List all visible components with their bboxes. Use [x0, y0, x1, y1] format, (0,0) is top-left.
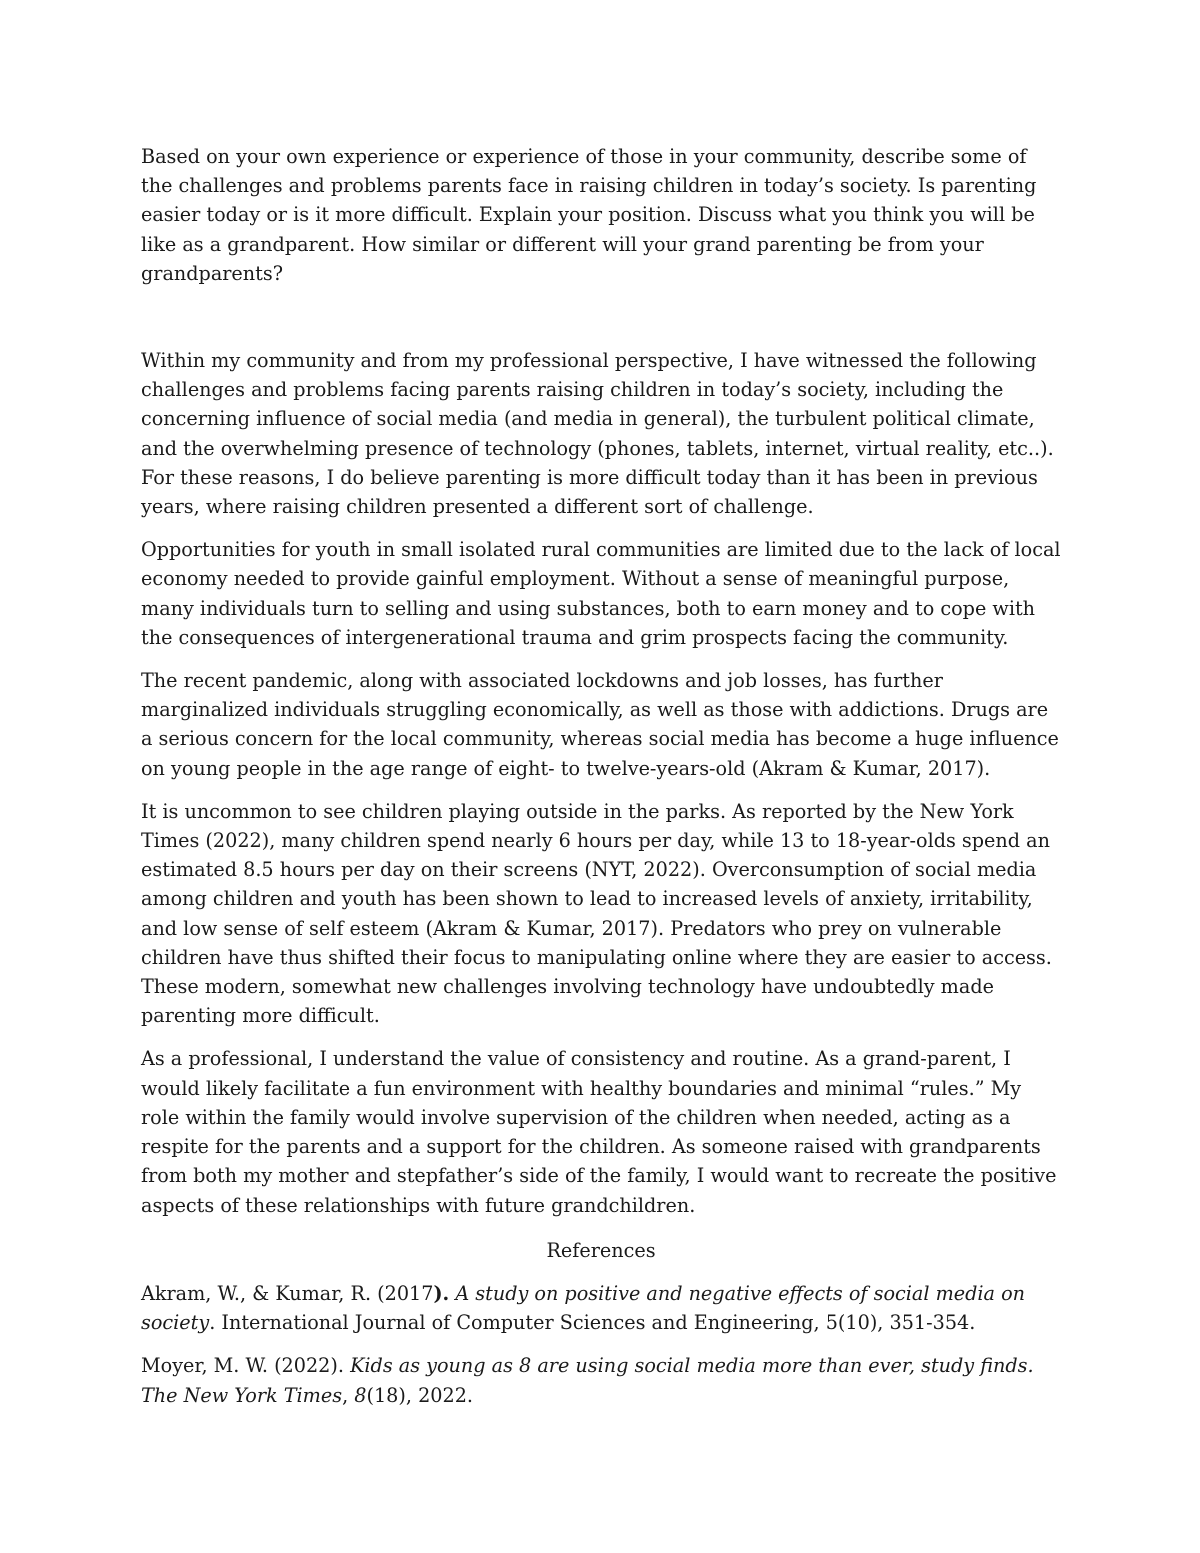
- reference-entry-1: [141, 1279, 1061, 1337]
- assignment-prompt: Based on your own experience or experience of those in your community, describe some of the challenges and problems parents face in raising children in today’s society. Is parenting easier today or is it more difficult. Explain your position. Discuss what you think you will be like as a grandparent. How similar or different will your grand parenting be from your grandparents?: [141, 145, 1037, 285]
- reference-2-volume: 8: [354, 1383, 367, 1407]
- references-heading: References: [546, 1238, 656, 1262]
- body-paragraph-4: It is uncommon to see children playing outside in the parks. As reported by the New York Times (2022), many children spend nearly 6 hours per day, while 13 to 18-year-olds spend an estimated 8.5 hours per day on their screens (NYT, 2022). Overconsumption of social media among children and youth has been shown to lead to increased levels of anxiety, irritability, and low sense of self esteem (Akram & Kumar, 2017). Predators who prey on vulnerable children have thus shifted their focus to manipulating online where they are easier to access. These modern, somewhat new challenges involving technology have undoubtedly made parenting more difficult.: [141, 799, 1052, 1028]
- document-body: [141, 142, 1061, 1424]
- reference-2-period: .: [1027, 1354, 1034, 1378]
- body-paragraph-2: Opportunities for youth in small isolated rural communities are limited due to the lack of local economy needed to provide gainful employment. Without a sense of meaningful purpose, many individuals turn to selling and using substances, both to earn money and to cope with the consequences of intergenerational trauma and grim prospects facing the community.: [141, 538, 1061, 649]
- reference-2-comma: ,: [342, 1383, 355, 1407]
- reference-1-title: A study on positive and negative effects of social media on society: [141, 1281, 1025, 1335]
- reference-1-authors: Akram, W., & Kumar, R. (2017: [141, 1281, 434, 1305]
- reference-2-authors: Moyer, M. W. (2022).: [141, 1354, 351, 1378]
- body-paragraph-3: The recent pandemic, along with associated lockdowns and job losses, has further marginalized individuals struggling economically, as well as those with addictions. Drugs are a serious concern for the local community, whereas social media has become a huge influence on young people in the age range of eight- to twelve-years-old (Akram & Kumar, 2017).: [141, 669, 1059, 780]
- body-paragraph-5: As a professional, I understand the value of consistency and routine. As a grand-parent, I would likely facilitate a fun environment with healthy boundaries and minimal “rules.” My role within the family would involve supervision of the children when needed, acting as a respite for the parents and a support for the children. As someone raised with grandparents from both my mother and stepfather’s side of the family, I would want to recreate the positive aspects of these relationships with future grandchildren.: [141, 1047, 1057, 1217]
- reference-entry-2: [141, 1351, 1061, 1409]
- reference-2-source: (18), 2022.: [366, 1383, 473, 1407]
- reference-2-title: Kids as young as 8 are using social media more than ever, study finds: [350, 1354, 1028, 1378]
- reference-2-journal: The New York Times: [141, 1383, 343, 1407]
- body-paragraph-1: Within my community and from my professional perspective, I have witnessed the following challenges and problems facing parents raising children in today’s society, including the concerning influence of social media (and media in general), the turbulent political climate, and the overwhelming presence of technology (phones, tablets, internet, virtual reality, etc..). For these reasons, I do believe parenting is more difficult today than it has been in previous years, where raising children presented a different sort of challenge.: [141, 349, 1054, 519]
- reference-1-close-paren: ).: [433, 1281, 450, 1305]
- reference-1-source: . International Journal of Computer Sciences and Engineering, 5(10), 351-354.: [209, 1311, 976, 1335]
